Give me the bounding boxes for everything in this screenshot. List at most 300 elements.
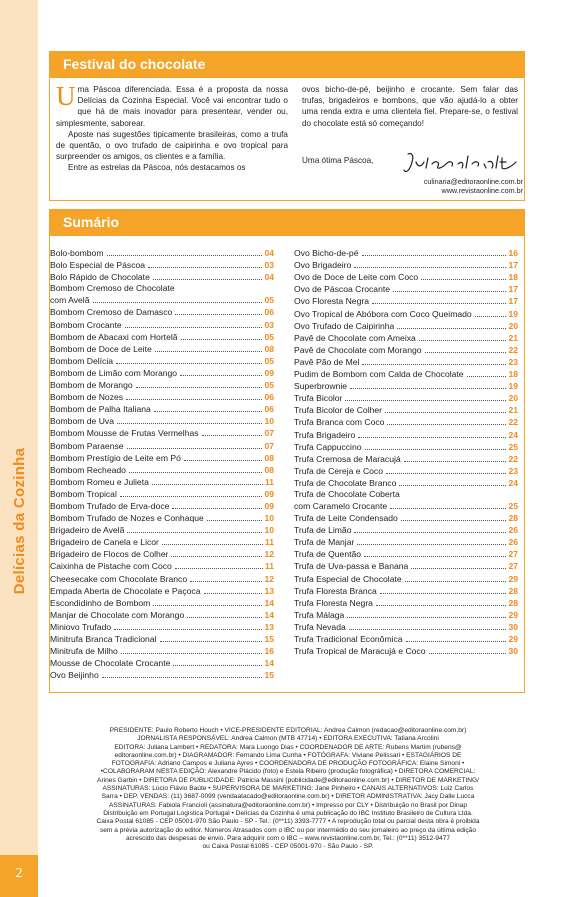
toc-entry-page: 05 xyxy=(264,355,274,366)
toc-entry[interactable] xyxy=(50,451,274,463)
toc-entry-page: 10 xyxy=(264,513,274,524)
toc-entry[interactable] xyxy=(294,258,518,270)
signature-image xyxy=(402,150,522,176)
toc-entry-title: Trufa de Uva-passa e Banana xyxy=(294,561,409,572)
toc-entry[interactable] xyxy=(50,305,274,317)
toc-entry-page: 24 xyxy=(508,477,518,488)
toc-leader-dots xyxy=(127,448,263,449)
toc-entry[interactable] xyxy=(50,523,274,535)
toc-leader-dots xyxy=(160,641,263,642)
toc-entry-page: 09 xyxy=(264,500,274,511)
toc-entry-title: Trufa Bicolor xyxy=(294,393,343,404)
toc-leader-dots xyxy=(171,556,262,557)
toc-right-column xyxy=(294,246,518,656)
toc-entry-title: Ovo Trufado de Caipirinha xyxy=(294,320,395,331)
toc-leader-dots xyxy=(187,617,262,618)
credits-line: EDITORA: Juliana Lambert • REDATORA: Mara Luongo Dias • COORDENADOR DE ARTE: Rubens Martim (rubens@ xyxy=(114,743,462,751)
toc-entry-page: 29 xyxy=(508,609,518,620)
toc-entry-page: 04 xyxy=(264,248,274,259)
toc-entry-title: Bombom Cremoso de Chocolate xyxy=(50,283,175,294)
toc-entry[interactable] xyxy=(50,644,274,656)
toc-entry[interactable] xyxy=(294,246,518,258)
toc-leader-dots xyxy=(102,677,263,678)
toc-entry[interactable] xyxy=(50,270,274,282)
toc-left-column xyxy=(50,246,274,680)
toc-entry-title: Trufa Floresta Negra xyxy=(294,597,373,608)
toc-entry-title: Ovo Bicho-de-pé xyxy=(294,248,359,259)
toc-leader-dots xyxy=(372,303,506,304)
toc-entry-page: 17 xyxy=(508,260,518,271)
festival-paragraph-2: Aposte nas sugestões tipicamente brasileiras, como a trufa de quentão, o ovo trufado de caipirinha e ovo tropical para surpreender os amigos, os clientes e a família. xyxy=(56,129,288,162)
toc-entry-title: Bombom Paraense xyxy=(50,440,124,451)
toc-entry[interactable] xyxy=(294,644,518,656)
credits-line: ASSINATURAS: Lúcio Flávio Baúte • SUPERVISORA DE MARKETING: Jane Pinheiro • CANAIS ALTERNATIVOS: Luiz Carlos xyxy=(102,785,474,793)
toc-leader-dots xyxy=(345,400,506,401)
toc-entry[interactable] xyxy=(50,596,274,608)
toc-entry-title: Ovo Brigadeiro xyxy=(294,260,352,271)
toc-entry-title: Miniovo Trufado xyxy=(50,621,112,632)
toc-entry[interactable] xyxy=(294,440,518,452)
toc-entry[interactable] xyxy=(50,632,274,644)
toc-entry-page: 06 xyxy=(264,307,274,318)
toc-entry-title: Trufa de Chocolate Branco xyxy=(294,477,397,488)
toc-entry-page: 28 xyxy=(508,513,518,524)
credits-line: acrescido das despesas de envio. Para adquirir com o IBC – www.revistaonline.com.br, Tel.: (0**11) 3512-9477 xyxy=(125,834,451,842)
toc-entry[interactable] xyxy=(50,559,274,571)
toc-entry-page: 11 xyxy=(264,561,274,572)
festival-text-right xyxy=(302,84,518,129)
toc-entry[interactable] xyxy=(50,342,274,354)
toc-entry[interactable] xyxy=(294,379,518,391)
toc-leader-dots xyxy=(429,653,507,654)
toc-entry-title: Trufa Especial de Chocolate xyxy=(294,573,402,584)
toc-entry-title: Brigadeiro de Flocos de Colher xyxy=(50,549,169,560)
toc-entry[interactable] xyxy=(294,319,518,331)
toc-entry-page: 29 xyxy=(508,634,518,644)
toc-leader-dots xyxy=(425,352,507,353)
toc-entry-page: 08 xyxy=(264,464,274,475)
toc-entry-page: 09 xyxy=(264,488,274,499)
toc-entry-page: 22 xyxy=(508,344,518,355)
toc-entry-page: 13 xyxy=(264,585,274,596)
toc-entry[interactable] xyxy=(294,584,518,596)
credits-line: JORNALISTA RESPONSÁVEL: Andrea Calmon (MTB 47714) • EDITORA EXECUTIVA: Tatiana Arcolini xyxy=(137,735,439,743)
toc-entry-page: 06 xyxy=(264,392,274,403)
toc-entry[interactable] xyxy=(294,270,518,282)
toc-entry-title: com Avelã xyxy=(50,295,90,306)
toc-entry-title: Bombom Tropical xyxy=(50,488,117,499)
toc-entry-title: Trufa de Manjar xyxy=(294,537,355,548)
toc-entry-page: 22 xyxy=(508,453,518,464)
toc-entry-title: Bombom de Limão com Morango xyxy=(50,367,178,378)
credits-line: Caixa Postal 61085 - CEP 05001-970 São Paulo - SP - Tel.: (0**11) 3393-7777 • A reprodução total ou parcial desta obra é proibida xyxy=(96,818,480,826)
toc-entry-page: 05 xyxy=(264,331,274,342)
toc-leader-dots xyxy=(155,351,263,352)
toc-entry-title: Bombom Trufado de Nozes e Conhaque xyxy=(50,513,204,524)
toc-entry[interactable] xyxy=(50,584,274,596)
toc-entry-page: 23 xyxy=(508,465,518,476)
toc-entry-title: Bolo Especial de Páscoa xyxy=(50,260,146,271)
toc-entry[interactable] xyxy=(50,499,274,511)
toc-leader-dots xyxy=(404,461,507,462)
toc-leader-dots xyxy=(397,328,506,329)
toc-entry-page: 15 xyxy=(264,670,274,681)
toc-entry-page: 25 xyxy=(508,441,518,452)
toc-leader-dots xyxy=(175,314,262,315)
toc-leader-dots xyxy=(401,520,507,521)
toc-entry-title: Pavê de Chocolate com Ameixa xyxy=(294,332,416,343)
toc-entry[interactable] xyxy=(50,378,274,390)
toc-entry-title: Trufa de Cereja e Coco xyxy=(294,465,384,476)
toc-entry-page: 14 xyxy=(264,609,274,620)
toc-leader-dots xyxy=(406,641,507,642)
credits-line: Arines Garbin • DIRETORA DE PUBLICIDADE: Patricia Massini (publicidade@editoraonline.com.br) • DIRETOR DE MARKETING/ xyxy=(97,776,479,784)
toc-entry-title: Ovo Floresta Negra xyxy=(294,296,369,307)
toc-entry-page: 04 xyxy=(264,272,274,283)
toc-entry[interactable] xyxy=(294,608,518,620)
toc-leader-dots xyxy=(386,473,506,474)
toc-entry-title: Trufa Nevada xyxy=(294,621,346,632)
toc-leader-dots xyxy=(180,375,262,376)
toc-entry-title: Ovo Beijinho xyxy=(50,670,99,681)
toc-entry-title: Trufa Brigadeiro xyxy=(294,429,356,440)
toc-entry-title: Bombom Cremoso de Damasco xyxy=(50,307,173,318)
toc-leader-dots xyxy=(162,544,263,545)
toc-entry-page: 29 xyxy=(508,573,518,584)
festival-text-left xyxy=(56,81,288,174)
toc-entry-page: 30 xyxy=(508,621,518,632)
toc-entry-title: Trufa Cappuccino xyxy=(294,441,362,452)
toc-entry-page: 24 xyxy=(508,429,518,440)
toc-entry-page: 16 xyxy=(264,646,274,657)
toc-leader-dots xyxy=(202,435,263,436)
toc-leader-dots xyxy=(365,449,507,450)
toc-entry[interactable] xyxy=(294,559,518,571)
toc-entry[interactable] xyxy=(294,355,518,367)
toc-leader-dots xyxy=(349,629,507,630)
toc-entry[interactable] xyxy=(50,475,274,487)
toc-leader-dots xyxy=(126,399,262,400)
toc-entry[interactable] xyxy=(294,415,518,427)
toc-entry-page: 19 xyxy=(508,381,518,392)
toc-entry[interactable] xyxy=(50,390,274,402)
festival-closing: Uma ótima Páscoa, xyxy=(302,156,374,165)
toc-entry[interactable] xyxy=(50,547,274,559)
toc-entry[interactable] xyxy=(294,523,518,535)
toc-entry-page: 07 xyxy=(264,428,274,439)
toc-leader-dots xyxy=(153,279,263,280)
toc-entry-page: 03 xyxy=(264,260,274,271)
toc-entry-page: 03 xyxy=(264,319,274,330)
toc-leader-dots xyxy=(175,568,263,569)
toc-entry-title: Bolo Rápido de Chocolate xyxy=(50,272,150,283)
credits-line: ASSINATURAS: Fabiola Francioli (assinatura@editoraonline.com.br) • Impresso por CLY • Distribuição no Brasil por Dinap xyxy=(109,801,467,809)
toc-entry-page: 21 xyxy=(508,332,518,343)
contact-website: www.revistaonline.com.br xyxy=(441,186,523,195)
festival-paragraph-3-cont: ovos bicho-de-pé, beijinho e crocante. Sem falar das trufas, brigadeiros e bombons, que vão ajudá-lo a obter uma renda extra e uma clientela fiel. Prepare-se, o festival do chocolate está só começando! xyxy=(302,85,518,128)
toc-entry[interactable] xyxy=(294,403,518,415)
toc-entry-page: 28 xyxy=(508,597,518,608)
toc-entry-title: Brigadeiro de Canela e Licor xyxy=(50,537,159,548)
toc-leader-dots xyxy=(148,267,262,268)
toc-entry-page: 17 xyxy=(508,296,518,307)
toc-entry-title: com Caramelo Crocante xyxy=(294,500,388,511)
toc-entry-title: Mousse de Chocolate Crocante xyxy=(50,658,171,669)
toc-entry-page: 12 xyxy=(264,549,274,560)
toc-entry-title: Bombom Delícia xyxy=(50,355,114,366)
toc-entry-title: Ovo de Páscoa Crocante xyxy=(294,284,391,295)
toc-entry-title: Ovo Tropical de Abóbora com Coco Queimado xyxy=(294,308,472,319)
toc-entry-title: Brigadeiro de Avelã xyxy=(50,525,125,536)
toc-entry-page: 17 xyxy=(508,284,518,295)
toc-leader-dots xyxy=(172,508,262,509)
toc-entry-page: 26 xyxy=(508,525,518,536)
toc-entry-page: 05 xyxy=(264,295,274,306)
toc-entry[interactable] xyxy=(50,402,274,414)
toc-entry[interactable] xyxy=(50,414,274,426)
toc-leader-dots xyxy=(125,327,263,328)
toc-leader-dots xyxy=(154,411,263,412)
toc-leader-dots xyxy=(114,629,262,630)
toc-entry[interactable] xyxy=(294,331,518,343)
dropcap: U xyxy=(56,81,76,111)
toc-entry[interactable] xyxy=(294,476,518,488)
toc-entry[interactable] xyxy=(294,488,518,499)
toc-entry[interactable] xyxy=(50,608,274,620)
toc-leader-dots xyxy=(387,424,506,425)
toc-entry-page: 06 xyxy=(264,404,274,415)
toc-entry[interactable] xyxy=(50,463,274,475)
toc-leader-dots xyxy=(362,255,507,256)
toc-entry-page: 27 xyxy=(508,561,518,572)
toc-leader-dots xyxy=(419,340,507,341)
toc-entry[interactable] xyxy=(294,427,518,439)
toc-entry-page: 11 xyxy=(264,537,274,548)
toc-leader-dots xyxy=(399,485,506,486)
toc-entry[interactable] xyxy=(50,438,274,450)
contact-info xyxy=(380,177,523,195)
toc-entry[interactable] xyxy=(50,426,274,438)
toc-entry[interactable] xyxy=(50,487,274,499)
toc-leader-dots xyxy=(117,423,262,424)
toc-entry-page: 15 xyxy=(264,634,274,644)
toc-entry-page: 18 xyxy=(508,369,518,380)
toc-entry-title: Minitrufa de Milho xyxy=(50,646,118,657)
toc-leader-dots xyxy=(354,267,506,268)
toc-entry[interactable] xyxy=(294,632,518,644)
festival-paragraph-3: Entre as estrelas da Páscoa, nós destacamos os xyxy=(68,163,246,173)
toc-leader-dots xyxy=(181,339,263,340)
toc-entry-title: Bombom de Palha Italiana xyxy=(50,404,151,415)
toc-entry-page: 08 xyxy=(264,343,274,354)
toc-entry[interactable] xyxy=(294,343,518,355)
toc-leader-dots xyxy=(120,496,263,497)
toc-entry-page: 11 xyxy=(264,476,274,487)
toc-entry-title: Bombom de Morango xyxy=(50,380,133,391)
toc-entry-page: 05 xyxy=(264,380,274,391)
toc-entry[interactable] xyxy=(50,656,274,668)
toc-leader-dots xyxy=(364,556,506,557)
toc-leader-dots xyxy=(376,605,506,606)
toc-leader-dots xyxy=(421,279,506,280)
toc-entry-title: Pudim de Bombom com Calda de Chocolate xyxy=(294,369,464,380)
toc-entry-page: 30 xyxy=(508,646,518,657)
toc-leader-dots xyxy=(362,364,506,365)
summary-heading: Sumário xyxy=(49,209,525,235)
toc-entry-page: 25 xyxy=(508,500,518,511)
toc-entry[interactable] xyxy=(50,620,274,632)
toc-leader-dots xyxy=(107,255,263,256)
toc-entry-title: Trufa de Leite Condensado xyxy=(294,513,398,524)
toc-entry[interactable] xyxy=(50,258,274,270)
credits-line: ou Caixa Postal 61085 - CEP 05001-970 - São Paulo - SP. xyxy=(202,843,374,851)
toc-entry[interactable] xyxy=(294,596,518,608)
credits-line: Sarra • DEP. VENDAS: (11) 3687-0099 (vendaatacado@editoraonline.com.br) • DIRETOR ADMINISTRATIVA: Jacy Dalle Lucca xyxy=(101,793,475,801)
toc-entry[interactable] xyxy=(50,246,274,258)
toc-entry[interactable] xyxy=(50,330,274,342)
toc-entry-page: 21 xyxy=(508,405,518,416)
credits-line: FOTOGRAFIA: Adriano Campos e Juliana Ayres • COORDENADORA DE PRODUÇÃO FOTOGRÁFICA: Elaine Simoni • xyxy=(111,760,465,768)
toc-entry-page: 16 xyxy=(508,248,518,259)
toc-entry-page: 28 xyxy=(508,585,518,596)
toc-entry-title: Superbrownie xyxy=(294,381,348,392)
credits-line: PRESIDENTE: Paulo Roberto Houch • VICE-PRESIDENTE EDITORIAL: Andrea Calmon (redacao@editoraonline.com.br) xyxy=(109,727,467,734)
toc-entry-page: 22 xyxy=(508,417,518,428)
toc-entry-title: Bolo-bombom xyxy=(50,248,104,259)
toc-entry[interactable] xyxy=(50,293,274,305)
toc-entry-title: Caixinha de Pistache com Coco xyxy=(50,561,172,572)
toc-leader-dots xyxy=(393,291,506,292)
toc-entry-page: 19 xyxy=(508,308,518,319)
toc-leader-dots xyxy=(129,472,262,473)
toc-leader-dots xyxy=(116,363,262,364)
toc-entry[interactable] xyxy=(294,499,518,511)
toc-leader-dots xyxy=(121,653,263,654)
toc-entry[interactable] xyxy=(50,282,274,293)
credits-line: •COLABORARAM NESTA EDIÇÃO: Alexandre Plácido (foto) e Estela Ribeiro (produção fotográfica) • DIRETORA COMERCIAL: xyxy=(100,768,476,776)
toc-entry[interactable] xyxy=(294,620,518,632)
toc-entry[interactable] xyxy=(294,464,518,476)
toc-entry-title: Cheesecake com Chocolate Branco xyxy=(50,573,188,584)
contact-email: culinaria@editoraonline.com.br xyxy=(423,177,523,186)
masthead-credits xyxy=(58,727,518,851)
toc-entry[interactable] xyxy=(50,366,274,378)
toc-entry-title: Trufa Cremosa de Maracujá xyxy=(294,453,401,464)
toc-entry-title: Trufa Branca com Coco xyxy=(294,417,385,428)
toc-entry-title: Bombom Romeu e Julieta xyxy=(50,476,149,487)
toc-entry-title: Bombom Mousse de Frutas Vermelhas xyxy=(50,428,199,439)
toc-entry-page: 07 xyxy=(264,440,274,451)
toc-leader-dots xyxy=(380,593,507,594)
toc-entry-page: 09 xyxy=(264,367,274,378)
toc-entry-title: Bombom Recheado xyxy=(50,464,126,475)
toc-entry-title: Trufa Floresta Branca xyxy=(294,585,377,596)
toc-entry-page: 10 xyxy=(264,525,274,536)
toc-leader-dots xyxy=(204,593,263,594)
toc-leader-dots xyxy=(127,532,262,533)
toc-entry-page: 26 xyxy=(508,537,518,548)
toc-entry-title: Trufa de Limão xyxy=(294,525,352,536)
toc-entry-page: 14 xyxy=(264,658,274,669)
toc-entry[interactable] xyxy=(50,535,274,547)
toc-entry-title: Bombom de Doce de Leite xyxy=(50,343,152,354)
toc-leader-dots xyxy=(411,568,506,569)
toc-entry-title: Empada Aberta de Chocolate e Paçoca xyxy=(50,585,201,596)
toc-entry-page: 08 xyxy=(264,452,274,463)
toc-entry-page: 13 xyxy=(264,621,274,632)
toc-entry[interactable] xyxy=(294,282,518,294)
toc-entry-title: Bombom Prestígio de Leite em Pó xyxy=(50,452,181,463)
toc-entry[interactable] xyxy=(50,668,274,680)
toc-leader-dots xyxy=(184,460,263,461)
toc-entry[interactable] xyxy=(294,367,518,379)
toc-leader-dots xyxy=(136,387,263,388)
credits-line: Distribuição em Portugal Logística Portugal • Delícias da Cozinha é uma publicação do IBC Instituto Brasileiro de Cultura Ltda. xyxy=(103,809,473,817)
toc-entry-title: Pavê de Chocolate com Morango xyxy=(294,344,422,355)
magazine-side-title: Delícias da Cozinha xyxy=(11,447,28,595)
toc-entry-title: Bombom Crocante xyxy=(50,319,122,330)
toc-leader-dots xyxy=(190,581,262,582)
toc-leader-dots xyxy=(347,617,506,618)
credits-line: editoraonline.com.br) • DIAGRAMADOR: Fernando Lima Cunha • FOTÓGRAFA: Viviane Pelissari • ESTAGIÁRIOS DE xyxy=(114,751,462,759)
toc-entry-page: 20 xyxy=(508,320,518,331)
toc-entry-page: 14 xyxy=(264,597,274,608)
toc-entry[interactable] xyxy=(294,452,518,464)
toc-entry-title: Bombom de Uva xyxy=(50,416,115,427)
toc-entry[interactable] xyxy=(50,354,274,366)
toc-leader-dots xyxy=(467,376,507,377)
toc-entry[interactable] xyxy=(294,511,518,523)
toc-entry[interactable] xyxy=(294,391,518,403)
toc-entry-page: 12 xyxy=(264,573,274,584)
toc-leader-dots xyxy=(357,544,506,545)
toc-leader-dots xyxy=(475,316,507,317)
toc-entry[interactable] xyxy=(50,511,274,523)
toc-entry-page: 18 xyxy=(508,272,518,283)
toc-entry-title: Trufa de Chocolate Coberta xyxy=(294,488,400,499)
toc-entry[interactable] xyxy=(294,547,518,559)
toc-entry-title: Trufa de Quentão xyxy=(294,549,362,560)
toc-leader-dots xyxy=(358,437,506,438)
toc-leader-dots xyxy=(405,581,507,582)
toc-entry[interactable] xyxy=(294,294,518,306)
toc-entry-title: Escondidinho de Bombom xyxy=(50,597,151,608)
toc-entry[interactable] xyxy=(50,571,274,583)
festival-paragraph-1: ma Páscoa diferenciada. Essa é a proposta da nossa Delícias da Cozinha Especial. Você vai encontrar tudo o que há de mais inovador para presentear, vender ou, simplesmente, saborear. xyxy=(56,85,288,128)
toc-entry-title: Pavê Pão de Mel xyxy=(294,356,360,367)
toc-leader-dots xyxy=(385,412,506,413)
toc-entry[interactable] xyxy=(294,571,518,583)
toc-entry-title: Trufa Bicolor de Colher xyxy=(294,405,383,416)
toc-leader-dots xyxy=(152,484,263,485)
toc-entry-page: 20 xyxy=(508,393,518,404)
credits-line: sem a prévia autorização do editor. Números Atrasados com o IBC ou por intermédio do seu jornaleiro ao preço da última edição xyxy=(99,826,477,834)
toc-entry-page: 27 xyxy=(508,549,518,560)
toc-entry[interactable] xyxy=(294,306,518,318)
toc-entry-title: Trufa Tradicional Econômica xyxy=(294,634,403,644)
toc-entry-title: Manjar de Chocolate com Morango xyxy=(50,609,185,620)
toc-entry-title: Bombom de Abacaxi com Hortelã xyxy=(50,331,178,342)
toc-entry-page: 23 xyxy=(508,356,518,367)
toc-leader-dots xyxy=(350,388,506,389)
toc-leader-dots xyxy=(173,665,262,666)
toc-entry-title: Bombom de Nozes xyxy=(50,392,124,403)
toc-entry-page: 10 xyxy=(264,416,274,427)
toc-leader-dots xyxy=(153,605,262,606)
toc-entry[interactable] xyxy=(50,317,274,329)
toc-entry[interactable] xyxy=(294,535,518,547)
toc-entry-title: Bombom Trufado de Erva-doce xyxy=(50,500,170,511)
